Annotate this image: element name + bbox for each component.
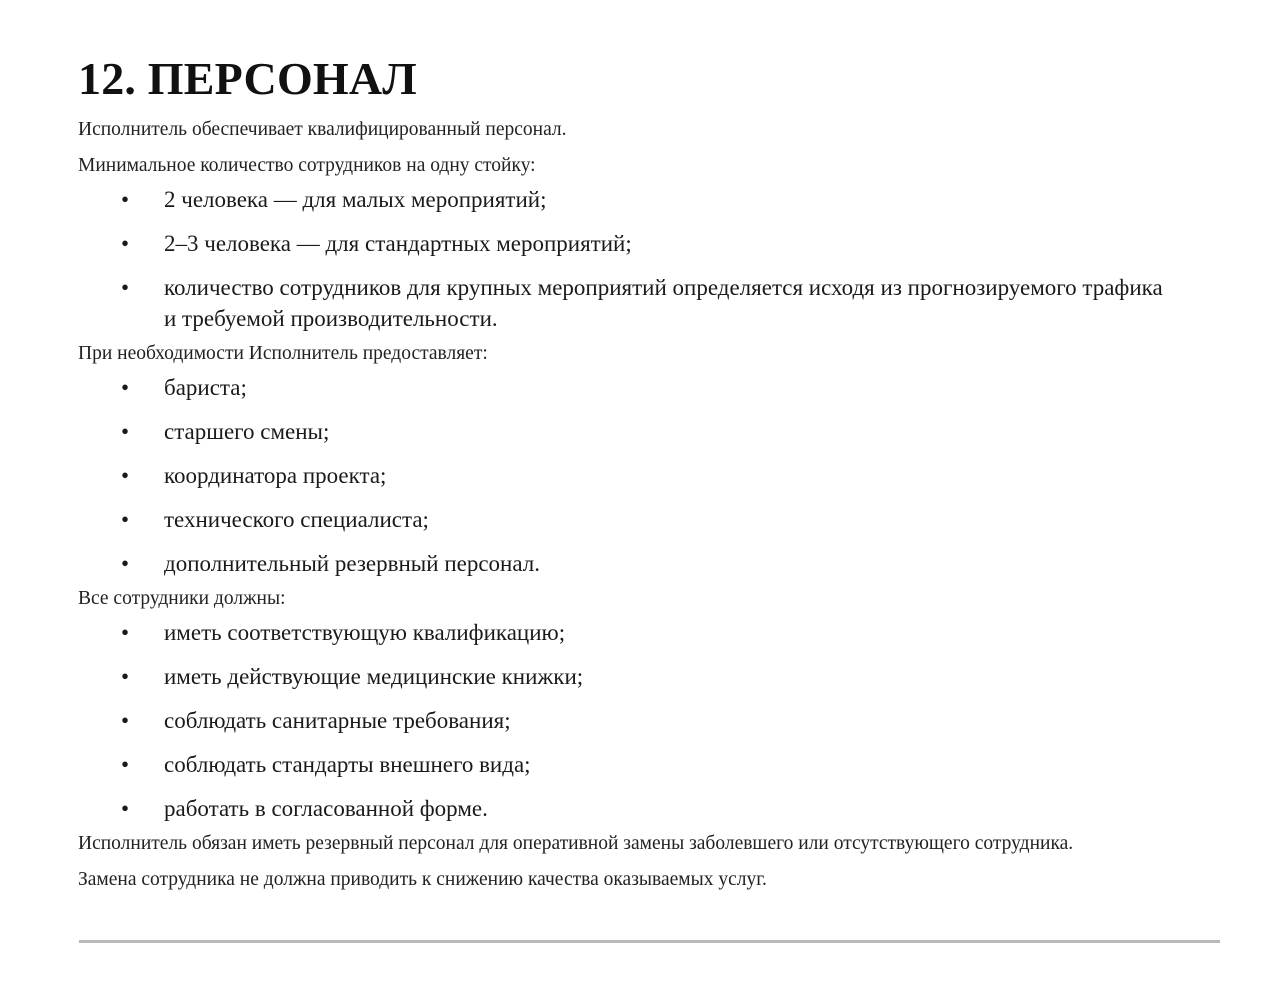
extra-staff-list [78, 372, 1220, 579]
bullet-icon: • [121, 507, 130, 532]
list-item [78, 184, 1220, 215]
list-item-text: технического специалиста; [164, 507, 429, 532]
list-item-text: 2–3 человека — для стандартных мероприятий; [164, 231, 632, 256]
bullet-icon: • [121, 375, 130, 400]
list-item [78, 705, 1220, 736]
reserve-note: Исполнитель обязан иметь резервный персонал для оперативной замены заболевшего или отсутствующего сотрудника. [78, 833, 1074, 854]
document-page [78, 48, 1220, 892]
list-item [78, 504, 1220, 535]
list-item-text: работать в согласованной форме. [164, 796, 488, 821]
bullet-icon: • [121, 187, 130, 212]
bullet-icon: • [121, 752, 130, 777]
bullet-icon: • [121, 419, 130, 444]
requirements-lead: Все сотрудники должны: [78, 588, 286, 609]
list-item-text: соблюдать стандарты внешнего вида; [164, 752, 531, 777]
bullet-icon: • [121, 463, 130, 488]
list-item-text: иметь действующие медицинские книжки; [164, 664, 584, 689]
bullet-icon: • [121, 275, 130, 300]
bullet-icon: • [121, 664, 130, 689]
requirements-list [78, 617, 1220, 824]
bullet-icon: • [121, 796, 130, 821]
list-item-text: бариста; [164, 375, 247, 400]
list-item [78, 416, 1220, 447]
list-item [78, 793, 1220, 824]
list-item [78, 228, 1220, 259]
min-staff-list [78, 184, 1220, 334]
section-title: 12. ПЕРСОНАЛ [78, 53, 417, 104]
bullet-icon: • [121, 551, 130, 576]
bullet-icon: • [121, 231, 130, 256]
min-staff-lead: Минимальное количество сотрудников на одну стойку: [78, 155, 536, 176]
list-item [78, 661, 1220, 692]
list-item [78, 272, 1220, 334]
list-item [78, 749, 1220, 780]
intro-paragraph: Исполнитель обеспечивает квалифицированный персонал. [78, 119, 567, 140]
list-item [78, 548, 1220, 579]
extra-staff-lead: При необходимости Исполнитель предоставляет: [78, 343, 488, 364]
list-item-text: соблюдать санитарные требования; [164, 708, 511, 733]
bottom-divider [79, 940, 1220, 943]
list-item [78, 372, 1220, 403]
list-item-text-line2: и требуемой производительности. [164, 306, 498, 331]
list-item-text: 2 человека — для малых мероприятий; [164, 187, 547, 212]
bullet-icon: • [121, 620, 130, 645]
bullet-icon: • [121, 708, 130, 733]
list-item-text: иметь соответствующую квалификацию; [164, 620, 566, 645]
list-item [78, 460, 1220, 491]
list-item-text: координатора проекта; [164, 463, 387, 488]
quality-note: Замена сотрудника не должна приводить к снижению качества оказываемых услуг. [78, 869, 767, 890]
list-item-text: старшего смены; [164, 419, 330, 444]
list-item-text: дополнительный резервный персонал. [164, 551, 540, 576]
list-item-text-line1: количество сотрудников для крупных мероприятий определяется исходя из прогнозируемого трафика [164, 275, 1163, 300]
list-item [78, 617, 1220, 648]
